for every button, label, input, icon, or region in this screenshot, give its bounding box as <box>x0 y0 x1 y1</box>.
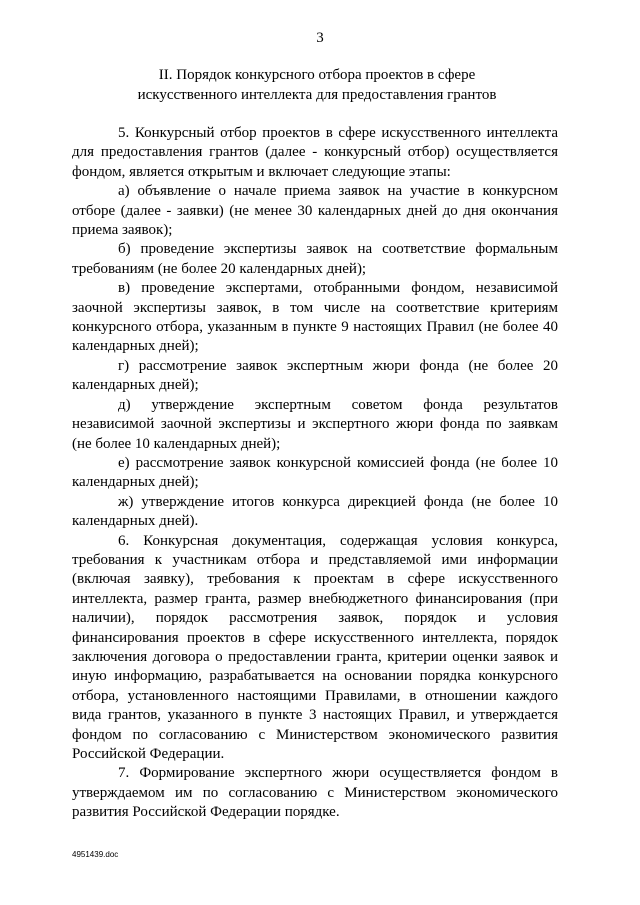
document-body <box>72 124 558 823</box>
list-item-zh: ж) утверждение итогов конкурса дирекцией фонда (не более 10 календарных дней). <box>72 493 558 530</box>
list-item-v: в) проведение экспертами, отобранными фондом, независимой заочной экспертизы заявок, в том числе на соответствие критериям конкурсного отбора, указанным в пункте 9 настоящих Правил (не более 40 календарных дней); <box>72 280 558 355</box>
footer-filename: 4951439.doc <box>72 850 119 859</box>
list-item-d: д) утверждение экспертным советом фонда результатов независимой заочной экспертизы и экспертного жюри фонда по заявкам (не более 10 календарных дней); <box>72 396 558 452</box>
paragraph-7: 7. Формирование экспертного жюри осуществляется фондом в утверждаемом им по согласованию с Министерством экономического развития Российской Федерации порядке. <box>72 765 558 821</box>
paragraph-6: 6. Конкурсная документация, содержащая условия конкурса, требования к участникам отбора и представляемой ими информации (включая заявку), требования к проектам в сфере искусственного интеллекта, размер гранта, размер внебюджетного финансирования (при наличии), порядок рассмотрения заявок, порядок и условия финансирования проектов в сфере искусственного интеллекта, порядок заключения договора о предоставлении гранта, критерии оценки заявок и иную информацию, разрабатывается на основании порядка конкурсного отбора, установленного настоящими Правилами, в отношении каждого вида грантов, указанного в пункте 3 настоящих Правил, и утверждается фондом по согласованию с Министерством экономического развития Российской Федерации. <box>72 532 558 762</box>
list-item-a: а) объявление о начале приема заявок на участие в конкурсном отборе (далее - заявки) (не менее 30 календарных дней до дня окончания приема заявок); <box>72 183 558 239</box>
page-number: 3 <box>316 30 324 46</box>
list-item-b: б) проведение экспертизы заявок на соответствие формальным требованиям (не более 20 календарных дней); <box>72 241 558 277</box>
section-heading-line-2: искусственного интеллекта для предоставления грантов <box>137 86 497 103</box>
list-item-g: г) рассмотрение заявок экспертным жюри фонда (не более 20 календарных дней); <box>72 357 558 394</box>
section-heading-line-1: II. Порядок конкурсного отбора проектов в сфере <box>158 67 476 83</box>
list-item-e: е) рассмотрение заявок конкурсной комиссией фонда (не более 10 календарных дней); <box>72 454 558 491</box>
paragraph-5: 5. Конкурсный отбор проектов в сфере искусственного интеллекта для предоставления грантов (далее - конкурсный отбор) осуществляется фондом, является открытым и включает следующие этапы: <box>72 125 558 180</box>
section-heading <box>72 66 562 105</box>
